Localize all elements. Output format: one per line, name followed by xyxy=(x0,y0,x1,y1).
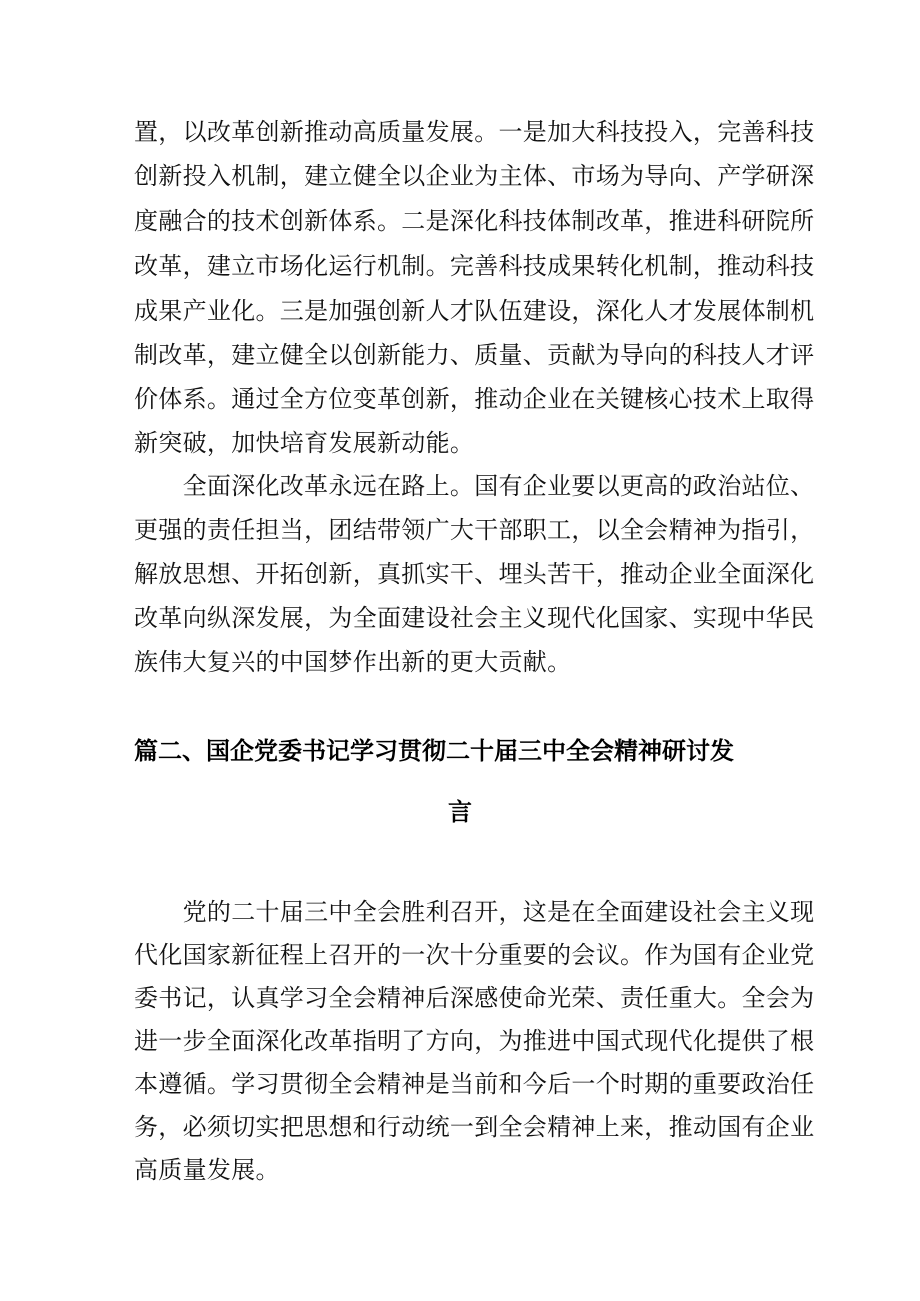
paragraph-line: 进一步全面深化改革指明了方向，为推进中国式现代化提供了根 xyxy=(134,1027,815,1055)
paragraph-line: 委书记，认真学习全会精神后深感使命光荣、责任重大。全会为 xyxy=(134,984,815,1012)
paragraph-line: 改革向纵深发展，为全面建设社会主义现代化国家、实现中华民 xyxy=(134,604,815,632)
paragraph-line: 解放思想、开拓创新，真抓实干、埋头苦干，推动企业全面深化 xyxy=(134,560,815,588)
paragraph-line: 本遵循。学习贯彻全会精神是当前和今后一个时期的重要政治任 xyxy=(134,1070,815,1098)
paragraph-line: 成果产业化。三是加强创新人才队伍建设，深化人才发展体制机 xyxy=(134,297,815,325)
paragraph-line: 党的二十届三中全会胜利召开，这是在全面建设社会主义现 xyxy=(134,898,815,926)
paragraph-line: 改革，建立市场化运行机制。完善科技成果转化机制，推动科技 xyxy=(134,252,815,280)
paragraph-line: 务，必须切实把思想和行动统一到全会精神上来，推动国有企业 xyxy=(134,1113,815,1141)
paragraph-line: 更强的责任担当，团结带领广大干部职工，以全会精神为指引， xyxy=(134,516,815,544)
section-heading-continued: 言 xyxy=(448,798,472,826)
paragraph-line: 创新投入机制，建立健全以企业为主体、市场为导向、产学研深 xyxy=(134,162,815,190)
paragraph-line: 新突破，加快培育发展新动能。 xyxy=(134,429,475,457)
paragraph-line: 代化国家新征程上召开的一次十分重要的会议。作为国有企业党 xyxy=(134,941,815,969)
paragraph-line: 高质量发展。 xyxy=(134,1156,280,1184)
section-heading: 篇二、国企党委书记学习贯彻二十届三中全会精神研讨发 xyxy=(134,737,734,765)
paragraph-line: 置，以改革创新推动高质量发展。一是加大科技投入，完善科技 xyxy=(134,118,815,146)
paragraph-line: 全面深化改革永远在路上。国有企业要以更高的政治站位、 xyxy=(134,472,815,500)
paragraph-line: 制改革，建立健全以创新能力、质量、贡献为导向的科技人才评 xyxy=(134,341,815,369)
paragraph-line: 价体系。通过全方位变革创新，推动企业在关键核心技术上取得 xyxy=(134,385,815,413)
paragraph-line: 度融合的技术创新体系。二是深化科技体制改革，推进科研院所 xyxy=(134,207,815,235)
paragraph-line: 族伟大复兴的中国梦作出新的更大贡献。 xyxy=(134,648,572,676)
